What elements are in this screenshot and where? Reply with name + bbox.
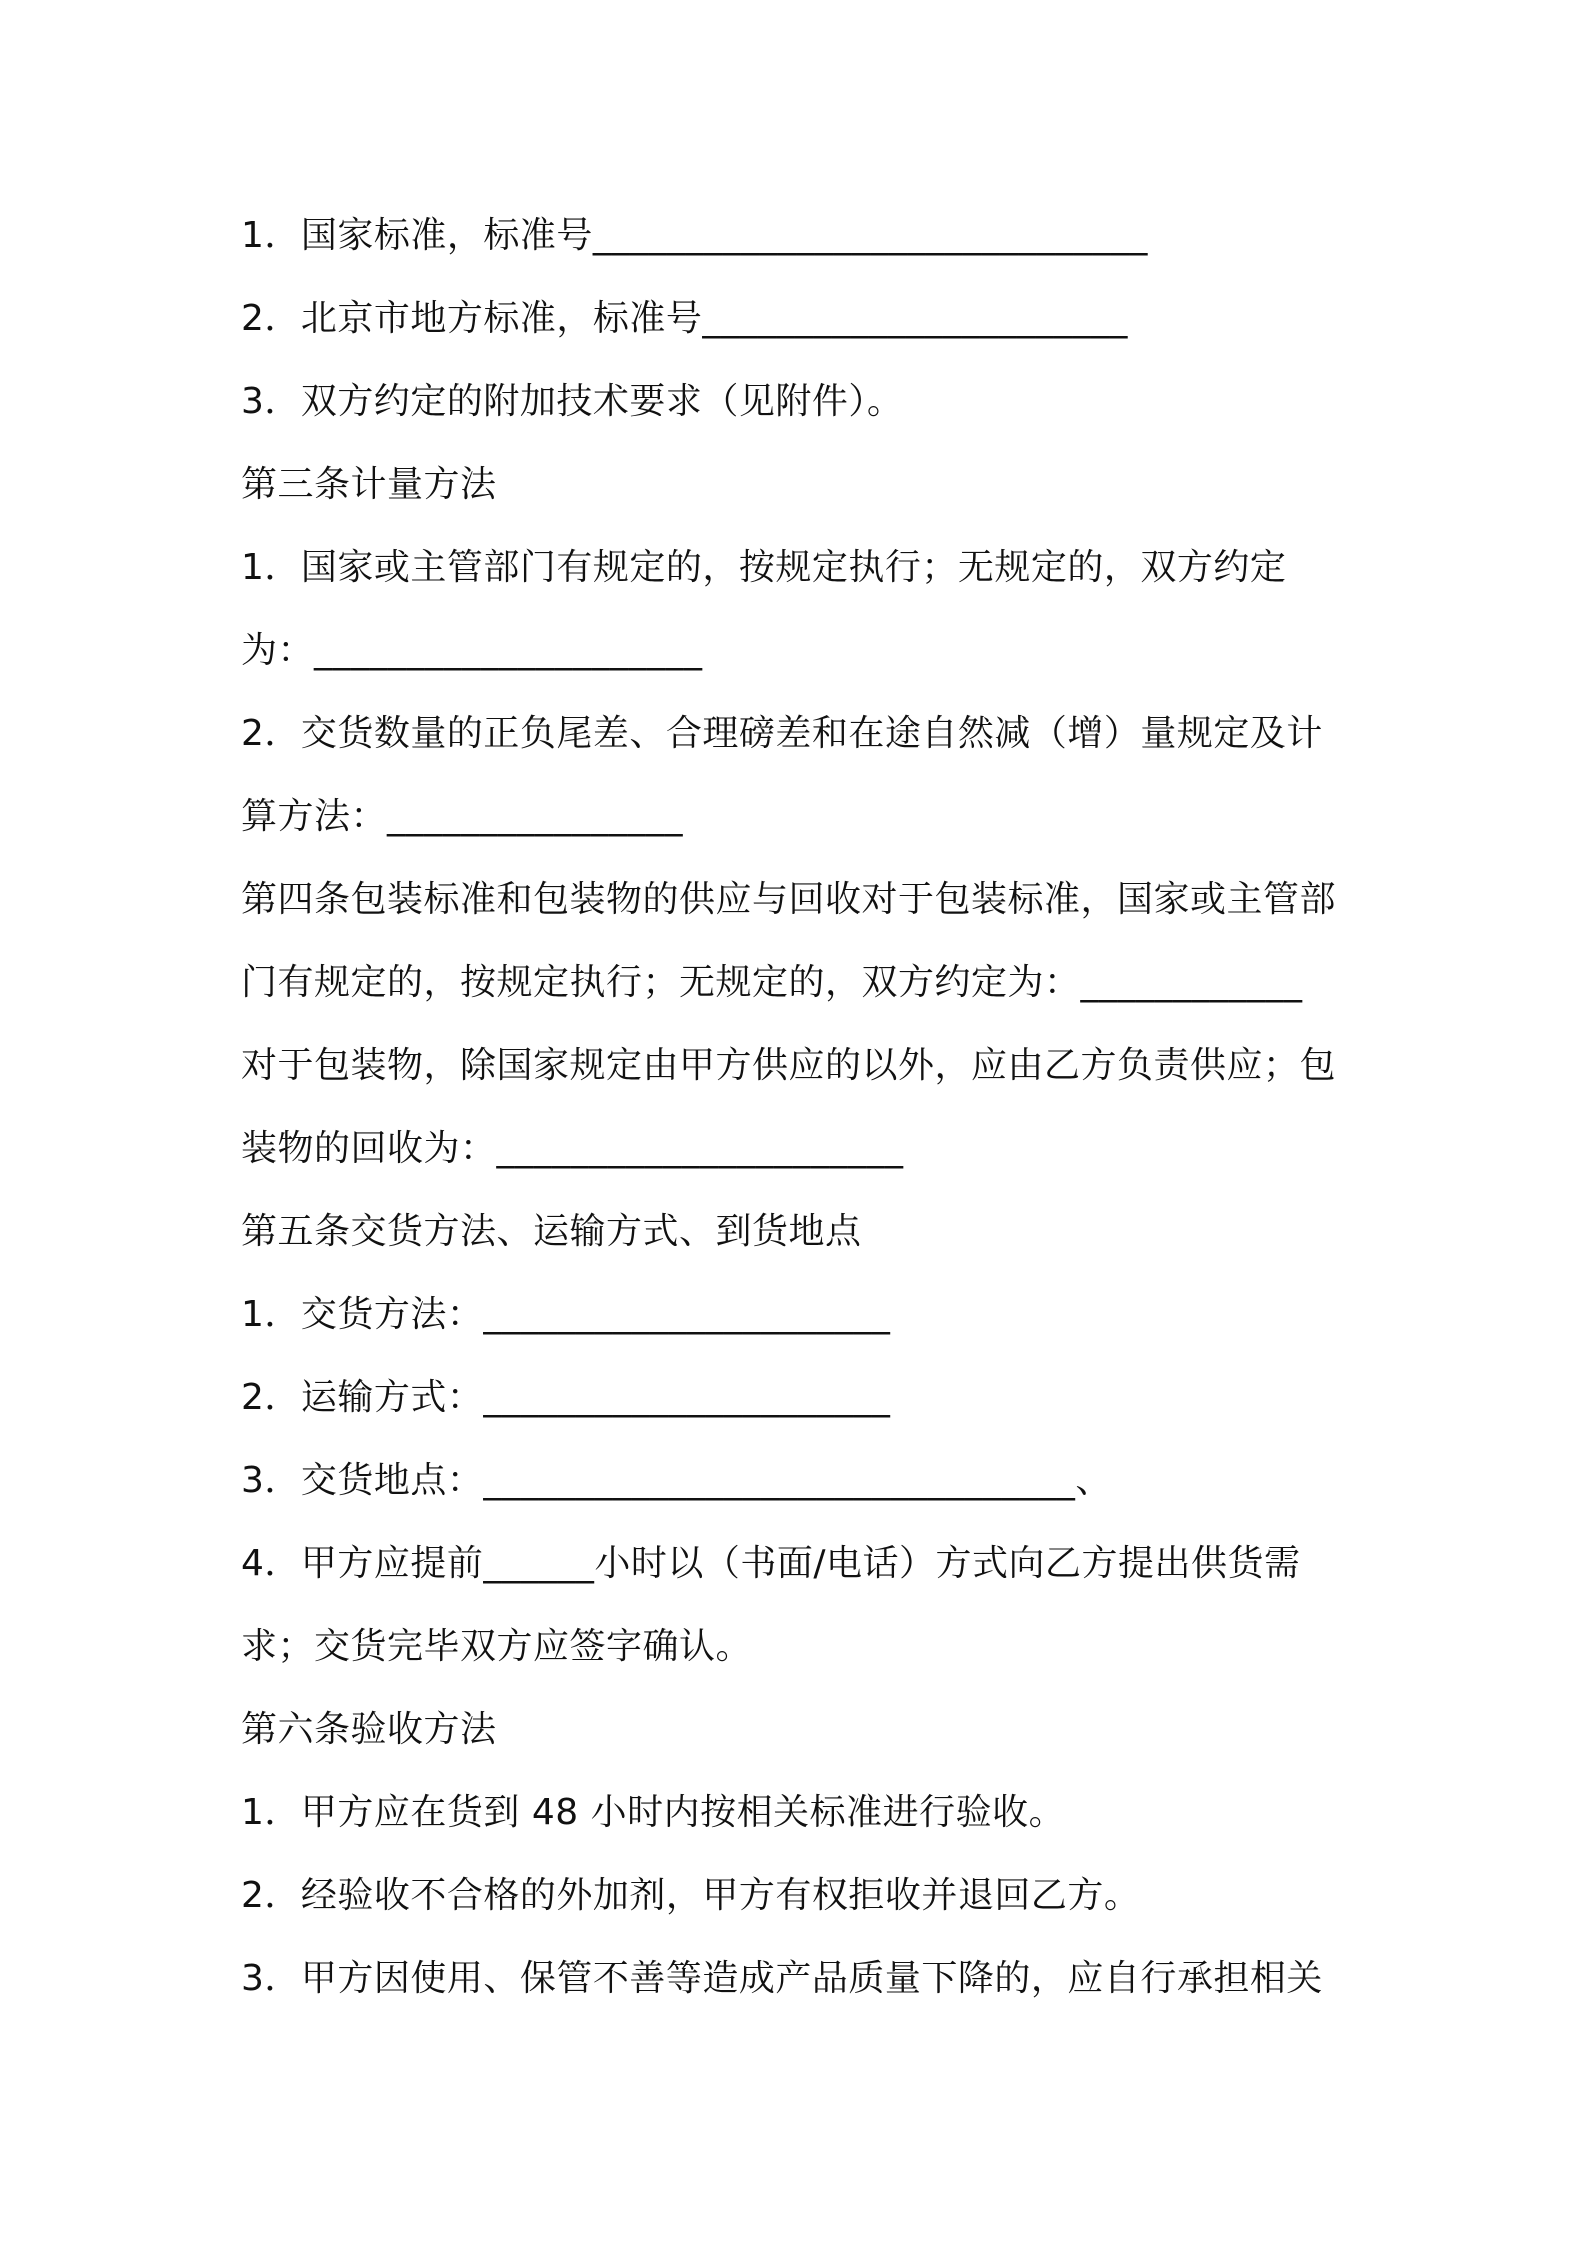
standard-national-line: 1．国家标准，标准号______________________________ bbox=[241, 215, 1148, 256]
article-4-line-3: 对于包装物，除国家规定由甲方供应的以外，应由乙方负责供应；包 bbox=[241, 1045, 1337, 1086]
measurement-item-1-line-2: 为：_____________________ bbox=[241, 630, 703, 671]
standard-beijing-line: 2．北京市地方标准，标准号_______________________ bbox=[241, 298, 1128, 339]
acceptance-item-1-line: 1．甲方应在货到 48 小时内按相关标准进行验收。 bbox=[241, 1792, 1066, 1833]
supply-request-line-1: 4．甲方应提前______小时以（书面/电话）方式向乙方提出供货需 bbox=[241, 1543, 1301, 1584]
measurement-item-1-line-1: 1．国家或主管部门有规定的，按规定执行；无规定的，双方约定 bbox=[241, 547, 1287, 588]
transport-mode-line: 2．运输方式：______________________ bbox=[241, 1377, 891, 1418]
article-4-line-2: 门有规定的，按规定执行；无规定的，双方约定为：____________ bbox=[241, 962, 1303, 1003]
article-4-line-4: 装物的回收为：______________________ bbox=[241, 1128, 904, 1169]
article-6-heading: 第六条验收方法 bbox=[241, 1709, 497, 1750]
delivery-location-line: 3．交货地点：________________________________、 bbox=[241, 1460, 1112, 1501]
acceptance-item-2-line: 2．经验收不合格的外加剂，甲方有权拒收并退回乙方。 bbox=[241, 1875, 1141, 1916]
delivery-method-line: 1．交货方法：______________________ bbox=[241, 1294, 891, 1335]
article-3-heading: 第三条计量方法 bbox=[241, 464, 497, 505]
supply-request-line-2: 求；交货完毕双方应签字确认。 bbox=[241, 1626, 753, 1667]
article-4-line-1: 第四条包装标准和包装物的供应与回收对于包装标准，国家或主管部 bbox=[241, 879, 1337, 920]
measurement-item-2-line-2: 算方法：________________ bbox=[241, 796, 684, 837]
measurement-item-2-line-1: 2．交货数量的正负尾差、合理磅差和在途自然减（增）量规定及计 bbox=[241, 713, 1323, 754]
additional-requirements-line: 3．双方约定的附加技术要求（见附件）。 bbox=[241, 381, 904, 422]
article-5-heading: 第五条交货方法、运输方式、到货地点 bbox=[241, 1211, 862, 1252]
acceptance-item-3-line: 3．甲方因使用、保管不善等造成产品质量下降的，应自行承担相关 bbox=[241, 1958, 1323, 1999]
